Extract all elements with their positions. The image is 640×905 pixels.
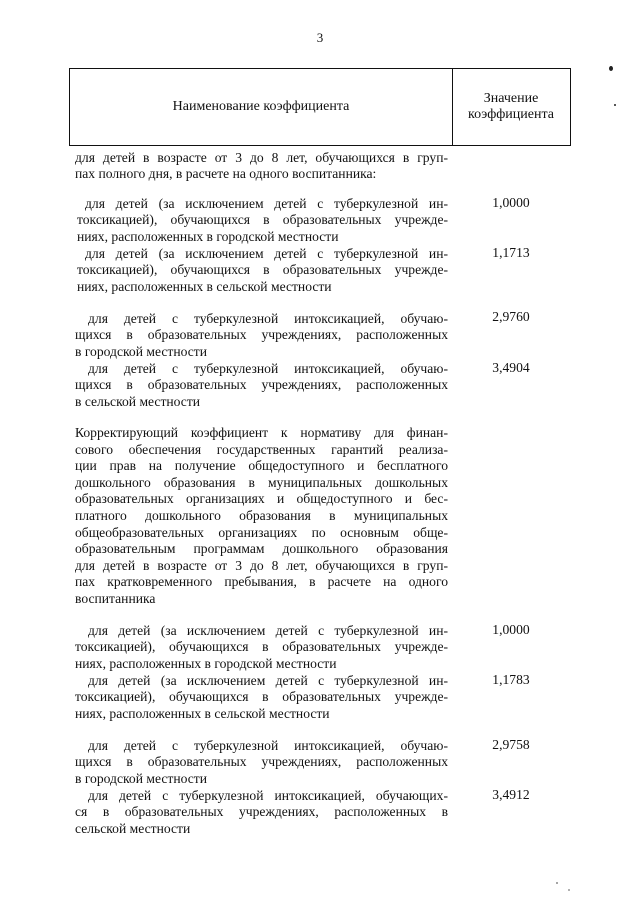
header-name-cell: Наименование коэффициента bbox=[172, 99, 350, 114]
scan-speck bbox=[609, 66, 613, 71]
table-header bbox=[69, 68, 571, 146]
row-description bbox=[75, 361, 448, 410]
text-line: для детей с туберкулезной интоксикацией, обучаю- bbox=[88, 311, 448, 326]
row-description bbox=[77, 196, 448, 245]
header-value-cell bbox=[452, 69, 570, 145]
text-line: для детей (за исключением детей с туберкулезной ин- bbox=[88, 623, 448, 638]
scan-speck bbox=[556, 882, 558, 884]
text-line: щихся в образовательных учреждениях, расположенных bbox=[75, 754, 448, 770]
text-line: токсикацией), обучающихся в образовательных учрежде- bbox=[77, 262, 448, 278]
text-line: для детей в возрасте от 3 до 8 лет, обучающихся в груп- bbox=[75, 557, 448, 573]
coefficient-paragraph bbox=[75, 425, 448, 608]
text-line: для детей с туберкулезной интоксикацией, обучаю- bbox=[88, 738, 448, 753]
header-value-line1: Значение bbox=[483, 91, 539, 106]
text-line: ся в образовательных учреждениях, расположенных в bbox=[75, 804, 448, 820]
header-value-text bbox=[468, 91, 554, 123]
text-line: для детей (за исключением детей с туберкулезной ин- bbox=[85, 196, 448, 211]
text-line: Корректирующий коэффициент к нормативу для финан- bbox=[75, 425, 448, 440]
text-line: ниях, расположенных в городской местности bbox=[75, 655, 337, 671]
text-line: для детей (за исключением детей с туберкулезной ин- bbox=[85, 246, 448, 261]
text-line: для детей с туберкулезной интоксикацией, обучаю- bbox=[88, 361, 448, 376]
row-description bbox=[75, 623, 448, 672]
row-value: 1,0000 bbox=[492, 195, 530, 210]
text-line: щихся в образовательных учреждениях, расположенных bbox=[75, 377, 448, 393]
text-line: токсикацией), обучающихся в образовательных учрежде- bbox=[77, 212, 448, 228]
text-line: ции прав на получение общедоступного и бесплатного bbox=[75, 458, 448, 474]
row-value: 3,4904 bbox=[492, 360, 530, 375]
text-line: ниях, расположенных в сельской местности bbox=[75, 705, 330, 721]
row-value: 1,1713 bbox=[492, 245, 530, 260]
row-value: 2,9760 bbox=[492, 309, 530, 324]
row-description bbox=[75, 738, 448, 787]
text-line: в сельской местности bbox=[75, 393, 201, 409]
row-description bbox=[75, 311, 448, 360]
text-line: для детей (за исключением детей с туберкулезной ин- bbox=[88, 673, 448, 688]
text-line: для детей в возрасте от 3 до 8 лет, обучающихся в груп- bbox=[75, 150, 448, 165]
row-value: 3,4912 bbox=[492, 787, 530, 802]
text-line: общеобразовательных организациях по основным обще- bbox=[75, 524, 448, 540]
row-description bbox=[75, 788, 448, 837]
row-value: 1,1783 bbox=[492, 672, 530, 687]
page-number: 3 bbox=[316, 30, 324, 45]
text-line: ниях, расположенных в сельской местности bbox=[77, 278, 332, 294]
text-line: образовательных организациях и общедоступного и бес- bbox=[75, 491, 448, 507]
row-description bbox=[75, 673, 448, 722]
text-line: в городской местности bbox=[75, 343, 207, 359]
text-line: щихся в образовательных учреждениях, расположенных bbox=[75, 327, 448, 343]
text-line: токсикацией), обучающихся в образовательных учрежде- bbox=[75, 689, 448, 705]
text-line: пах полного дня, в расчете на одного воспитанника: bbox=[75, 166, 377, 182]
row-value: 2,9758 bbox=[492, 737, 530, 752]
row-value: 1,0000 bbox=[492, 622, 530, 637]
text-line: пах кратковременного пребывания, в расчете на одного bbox=[75, 574, 448, 590]
text-line: сового обеспечения государственных гарантий реализа- bbox=[75, 441, 448, 457]
text-line: для детей с туберкулезной интоксикацией, обучающих- bbox=[88, 788, 448, 803]
text-line: сельской местности bbox=[75, 820, 191, 836]
text-line: токсикацией), обучающихся в образовательных учрежде- bbox=[75, 639, 448, 655]
text-line: дошкольного образования в муниципальных дошкольных bbox=[75, 474, 448, 490]
text-line: ниях, расположенных в городской местности bbox=[77, 228, 339, 244]
text-line: образовательным программам дошкольного образования bbox=[75, 541, 448, 557]
intro-text bbox=[75, 150, 448, 183]
text-line: платного дошкольного образования в муниципальных bbox=[75, 507, 448, 523]
text-line: воспитанника bbox=[75, 590, 156, 606]
scan-speck bbox=[614, 104, 616, 106]
row-description bbox=[77, 246, 448, 295]
text-line: в городской местности bbox=[75, 770, 207, 786]
header-value-line2: коэффициента bbox=[468, 107, 554, 122]
scan-speck bbox=[568, 889, 570, 891]
